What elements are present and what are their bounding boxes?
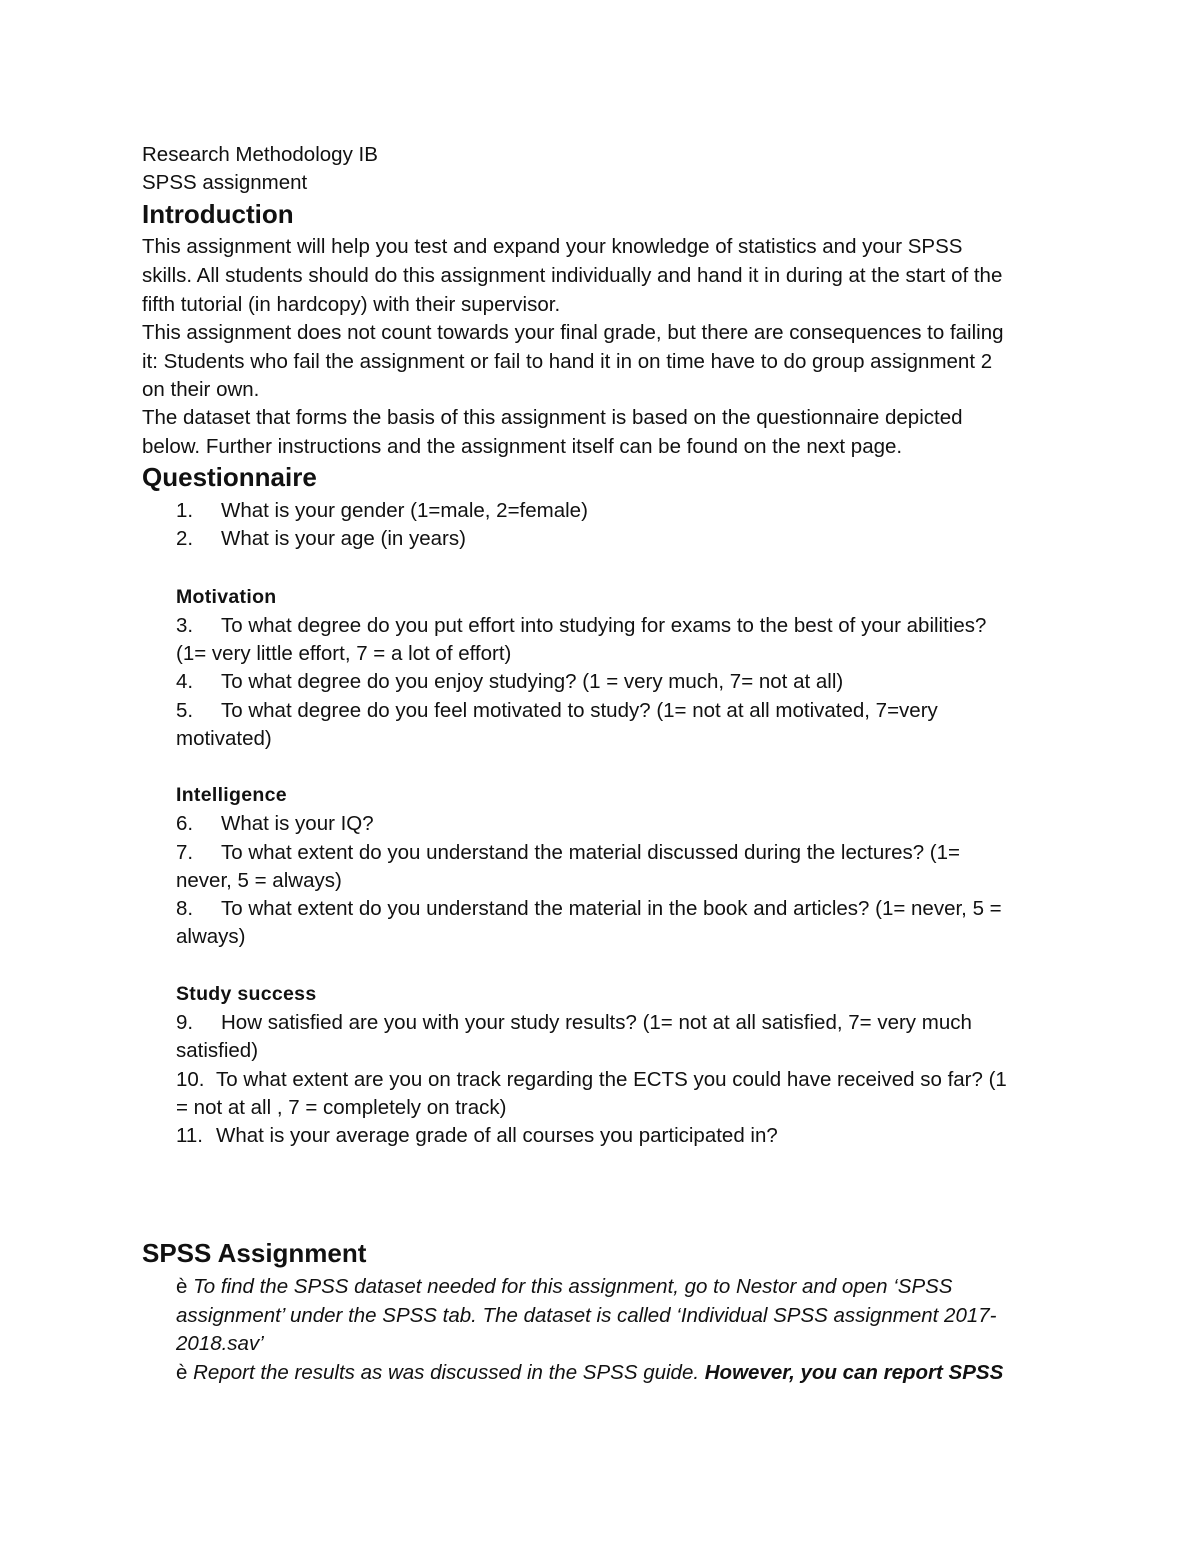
question-number: 4. <box>176 670 194 693</box>
motivation-heading: Motivation <box>176 586 277 608</box>
document-title: SPSS assignment <box>142 171 308 194</box>
question-item <box>176 839 960 867</box>
question-number: 8. <box>176 897 194 920</box>
intelligence-heading: Intelligence <box>176 784 287 806</box>
question-continuation: never, 5 = always) <box>176 869 342 892</box>
question-item <box>176 895 1002 923</box>
question-number: 10. <box>176 1068 205 1091</box>
question-number: 3. <box>176 614 194 637</box>
intro-line: The dataset that forms the basis of this assignment is based on the questionnaire depicted <box>142 406 963 429</box>
instruction-text: Report the results as was discussed in the SPSS guide. <box>193 1361 705 1384</box>
instruction-continuation: assignment’ under the SPSS tab. The dataset is called ‘Individual SPSS assignment 2017- <box>176 1304 997 1327</box>
question-continuation: (1= very little effort, 7 = a lot of effort) <box>176 642 512 665</box>
question-item <box>176 1066 1007 1094</box>
arrow-bullet-icon: è <box>176 1275 188 1298</box>
question-continuation: = not at all , 7 = completely on track) <box>176 1096 507 1119</box>
instruction-emphasis: However, you can report SPSS <box>704 1361 1004 1384</box>
question-item <box>176 612 986 640</box>
assignment-instruction <box>176 1359 1003 1387</box>
intro-line: skills. All students should do this assignment individually and hand it in during at the start of the <box>142 264 1003 287</box>
question-text: What is your IQ? <box>221 812 374 835</box>
question-item <box>176 668 843 696</box>
questionnaire-heading: Questionnaire <box>142 462 317 492</box>
spss-assignment-heading: SPSS Assignment <box>142 1238 367 1268</box>
arrow-bullet-icon: è <box>176 1361 188 1384</box>
question-text: To what degree do you put effort into studying for exams to the best of your abilities? <box>221 614 987 637</box>
course-title: Research Methodology IB <box>142 143 378 166</box>
intro-line: it: Students who fail the assignment or fail to hand it in on time have to do group assignment 2 <box>142 350 993 373</box>
question-item <box>176 1122 778 1150</box>
question-text: What is your age (in years) <box>221 527 466 550</box>
question-continuation: motivated) <box>176 727 272 750</box>
instruction-text: To find the SPSS dataset needed for this assignment, go to Nestor and open ‘SPSS <box>193 1275 953 1298</box>
question-item <box>176 1009 972 1037</box>
question-number: 1. <box>176 499 194 522</box>
question-number: 7. <box>176 841 194 864</box>
intro-line: This assignment does not count towards your final grade, but there are consequences to failing <box>142 321 1004 344</box>
question-text: To what extent are you on track regarding the ECTS you could have received so far? (1 <box>216 1068 1007 1091</box>
question-item <box>176 810 374 838</box>
question-item <box>176 497 588 525</box>
introduction-heading: Introduction <box>142 199 294 229</box>
question-number: 9. <box>176 1011 194 1034</box>
question-number: 11. <box>176 1124 203 1147</box>
question-text: To what extent do you understand the material discussed during the lectures? (1= <box>221 841 961 864</box>
question-item <box>176 525 466 553</box>
intro-line: below. Further instructions and the assignment itself can be found on the next page. <box>142 435 903 458</box>
question-text: What is your gender (1=male, 2=female) <box>221 499 588 522</box>
question-text: How satisfied are you with your study results? (1= not at all satisfied, 7= very much <box>221 1011 972 1034</box>
question-number: 6. <box>176 812 194 835</box>
question-item <box>176 697 938 725</box>
assignment-instruction <box>176 1273 952 1301</box>
question-text: What is your average grade of all courses you participated in? <box>216 1124 778 1147</box>
question-text: To what degree do you feel motivated to study? (1= not at all motivated, 7=very <box>221 699 938 722</box>
instruction-continuation: 2018.sav’ <box>176 1332 264 1355</box>
question-continuation: always) <box>176 925 246 948</box>
question-number: 5. <box>176 699 194 722</box>
intro-line: on their own. <box>142 378 260 401</box>
question-text: To what degree do you enjoy studying? (1 = very much, 7= not at all) <box>221 670 844 693</box>
question-number: 2. <box>176 527 194 550</box>
intro-line: fifth tutorial (in hardcopy) with their supervisor. <box>142 293 561 316</box>
study-success-heading: Study success <box>176 983 317 1005</box>
question-continuation: satisfied) <box>176 1039 259 1062</box>
intro-line: This assignment will help you test and expand your knowledge of statistics and your SPSS <box>142 235 963 258</box>
question-text: To what extent do you understand the material in the book and articles? (1= never, 5 = <box>221 897 1002 920</box>
